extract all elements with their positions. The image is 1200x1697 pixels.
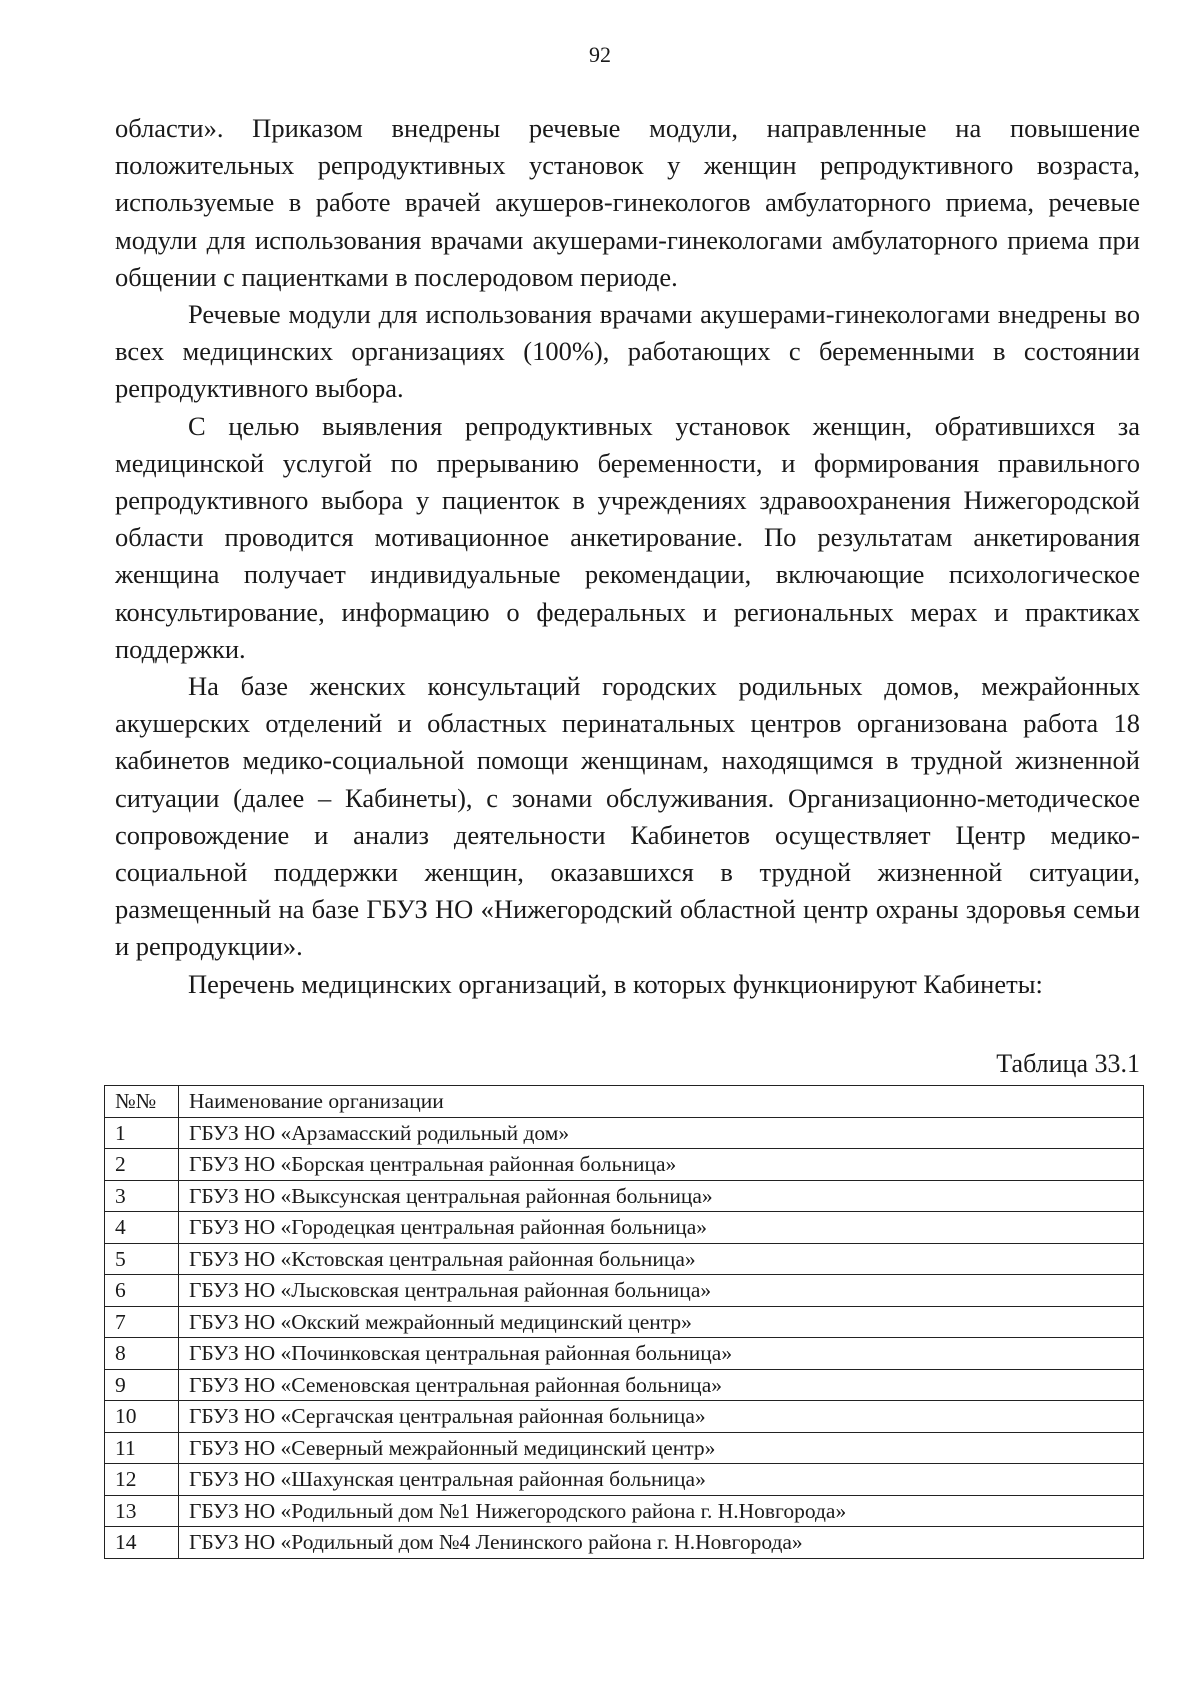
row-number: 14 (105, 1527, 179, 1559)
table-row (105, 1338, 1144, 1370)
table-row (105, 1401, 1144, 1433)
row-number: 11 (105, 1432, 179, 1464)
table-row (105, 1212, 1144, 1244)
table-row (105, 1464, 1144, 1496)
organization-name: ГБУЗ НО «Арзамасский родильный дом» (179, 1117, 1144, 1149)
header-number: №№ (105, 1086, 179, 1118)
table-row (105, 1527, 1144, 1559)
table-row (105, 1243, 1144, 1275)
organization-name: ГБУЗ НО «Северный межрайонный медицинский центр» (179, 1432, 1144, 1464)
organization-name: ГБУЗ НО «Родильный дом №4 Ленинского района г. Н.Новгорода» (179, 1527, 1144, 1559)
table-row (105, 1432, 1144, 1464)
row-number: 10 (105, 1401, 179, 1433)
row-number: 8 (105, 1338, 179, 1370)
row-number: 1 (105, 1117, 179, 1149)
row-number: 3 (105, 1180, 179, 1212)
table-row (105, 1149, 1144, 1181)
organization-name: ГБУЗ НО «Лысковская центральная районная больница» (179, 1275, 1144, 1307)
row-number: 5 (105, 1243, 179, 1275)
paragraph: Перечень медицинских организаций, в которых функционируют Кабинеты: (188, 968, 1043, 999)
organization-name: ГБУЗ НО «Выксунская центральная районная больница» (179, 1180, 1144, 1212)
organization-name: ГБУЗ НО «Родильный дом №1 Нижегородского района г. Н.Новгорода» (179, 1495, 1144, 1527)
organization-name: ГБУЗ НО «Кстовская центральная районная больница» (179, 1243, 1144, 1275)
organization-name: ГБУЗ НО «Починковская центральная районная больница» (179, 1338, 1144, 1370)
body-text (115, 110, 1140, 1003)
table-caption: Таблица 33.1 (996, 1049, 1140, 1078)
row-number: 7 (105, 1306, 179, 1338)
header-organization: Наименование организации (179, 1086, 1144, 1118)
row-number: 4 (105, 1212, 179, 1244)
page-number: 92 (589, 42, 611, 67)
row-number: 13 (105, 1495, 179, 1527)
organizations-table (104, 1085, 1144, 1559)
row-number: 6 (105, 1275, 179, 1307)
organization-name: ГБУЗ НО «Сергачская центральная районная больница» (179, 1401, 1144, 1433)
table-row (105, 1495, 1144, 1527)
organization-name: ГБУЗ НО «Шахунская центральная районная больница» (179, 1464, 1144, 1496)
paragraph: Речевые модули для использования врачами акушерами-гинекологами внедрены во всех медицинских организациях (100%), работающих с беременными в состоянии репродуктивного выбора. (115, 299, 1140, 404)
organization-name: ГБУЗ НО «Окский межрайонный медицинский центр» (179, 1306, 1144, 1338)
row-number: 12 (105, 1464, 179, 1496)
paragraph: области». Приказом внедрены речевые модули, направленные на повышение положительных репродуктивных установок у женщин репродуктивного возраста, используемые в работе врачей акушеров-гинекологов амбулаторного приема, речевые модули для использования врачами акушерами-гинекологами амбулаторного приема при общении с пациентками в послеродовом периоде. (115, 113, 1140, 292)
row-number: 2 (105, 1149, 179, 1181)
paragraph: С целью выявления репродуктивных установок женщин, обратившихся за медицинской услугой по прерыванию беременности, и формирования правильного репродуктивного выбора у пациенток в учреждениях здравоохранения Нижегородской области проводится мотивационное анкетирование. По результатам анкетирования женщина получает индивидуальные рекомендации, включающие психологическое консультирование, информацию о федеральных и региональных мерах и практиках поддержки. (115, 410, 1140, 664)
organization-name: ГБУЗ НО «Городецкая центральная районная больница» (179, 1212, 1144, 1244)
table-row (105, 1117, 1144, 1149)
row-number: 9 (105, 1369, 179, 1401)
table-row (105, 1369, 1144, 1401)
table-row (105, 1180, 1144, 1212)
table-header-row (105, 1086, 1144, 1118)
table-row (105, 1306, 1144, 1338)
table-row (105, 1275, 1144, 1307)
organization-name: ГБУЗ НО «Борская центральная районная больница» (179, 1149, 1144, 1181)
organization-name: ГБУЗ НО «Семеновская центральная районная больница» (179, 1369, 1144, 1401)
paragraph: На базе женских консультаций городских родильных домов, межрайонных акушерских отделений и областных перинатальных центров организована работа 18 кабинетов медико-социальной помощи женщинам, находящимся в трудной жизненной ситуации (далее – Кабинеты), с зонами обслуживания. Организационно-методическое сопровождение и анализ деятельности Кабинетов осуществляет Центр медико-социальной поддержки женщин, оказавшихся в трудной жизненной ситуации, размещенный на базе ГБУЗ НО «Нижегородский областной центр охраны здоровья семьи и репродукции». (115, 671, 1140, 962)
